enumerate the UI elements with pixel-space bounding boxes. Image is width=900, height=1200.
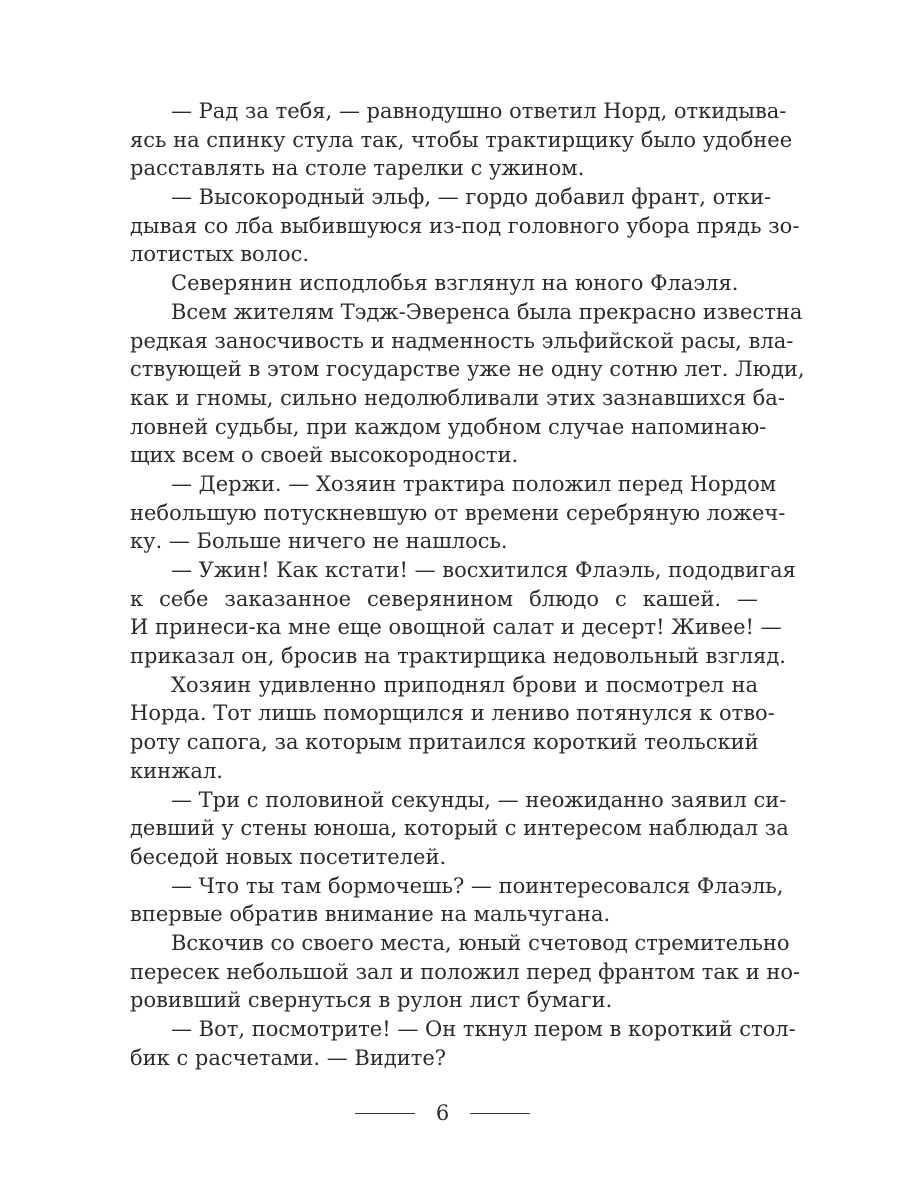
page-footer <box>0 1098 900 1130</box>
text-line: ровивший свернуться в рулон лист бумаги. <box>130 988 613 1013</box>
text-line: впервые обратив внимание на мальчугана. <box>130 902 611 927</box>
text-line: пересек небольшой зал и положил перед франтом так и но- <box>130 959 801 984</box>
text-line: ловней судьбы, при каждом удобном случае напоминаю- <box>130 414 767 439</box>
text-line: Северянин исподлобья взглянул на юного Флаэля. <box>171 271 739 296</box>
text-line: — Рад за тебя, — равнодушно ответил Норд, откидыва- <box>171 99 787 123</box>
text-line: — Вот, посмотрите! — Он ткнул пером в короткий стол- <box>171 1017 796 1041</box>
footer-rule-left <box>355 1113 415 1114</box>
text-line: — Высокородный эльф, — гордо добавил франт, отки- <box>171 185 772 210</box>
text-line: Норда. Тот лишь поморщился и лениво потянулся к отво- <box>130 701 775 726</box>
text-line: расставлять на столе тарелки с ужином. <box>130 156 585 181</box>
text-line: — Ужин! Как кстати! — восхитился Флаэль, пододвигая <box>171 558 796 582</box>
text-line: роту сапога, за которым притаился короткий теольский <box>130 730 759 755</box>
text-line: девший у стены юноша, который с интересом наблюдал за <box>130 816 789 841</box>
text-line: редкая заносчивость и надменность эльфийской расы, вла- <box>130 328 794 353</box>
text-line: беседой новых посетителей. <box>130 844 447 869</box>
text-line: дывая со лба выбившуюся из-под головного убора прядь зо- <box>130 213 800 238</box>
footer-rule-right <box>470 1113 530 1114</box>
text-line: к себе заказанное северянином блюдо с кашей. — <box>130 586 758 611</box>
text-line: И принеси-ка мне еще овощной салат и десерт! Живее! — <box>130 615 782 640</box>
page-number: 6 <box>435 1101 450 1125</box>
text-line: кинжал. <box>130 758 223 783</box>
text-line: небольшую потускневшую от времени серебряную ложеч- <box>130 500 786 525</box>
text-line: ясь на спинку стула так, чтобы трактирщику было удобнее <box>130 127 793 152</box>
text-line: лотистых волос. <box>130 242 310 267</box>
text-line: Хозяин удивленно приподнял брови и посмотрел на <box>171 672 758 697</box>
body-text <box>130 97 805 1072</box>
text-line: Вскочив со своего места, юный счетовод стремительно <box>171 930 790 955</box>
text-line: бик с расчетами. — Видите? <box>130 1045 447 1070</box>
text-line: — Три с половиной секунды, — неожиданно заявил си- <box>171 787 787 812</box>
text-line: щих всем о своей высокородности. <box>130 443 519 468</box>
text-line: — Держи. — Хозяин трактира положил перед Нордом <box>171 471 777 496</box>
text-line: Всем жителям Тэдж-Эверенса была прекрасно известна <box>171 299 803 324</box>
text-line: — Что ты там бормочешь? — поинтересовался Флаэль, <box>171 873 784 898</box>
text-line: ствующей в этом государстве уже не одну сотню лет. Люди, <box>130 357 805 382</box>
text-line: как и гномы, сильно недолюбливали этих зазнавшихся ба- <box>130 385 785 410</box>
text-line: приказал он, бросив на трактирщика недовольный взгляд. <box>130 644 786 669</box>
text-line: ку. — Больше ничего не нашлось. <box>130 529 508 554</box>
